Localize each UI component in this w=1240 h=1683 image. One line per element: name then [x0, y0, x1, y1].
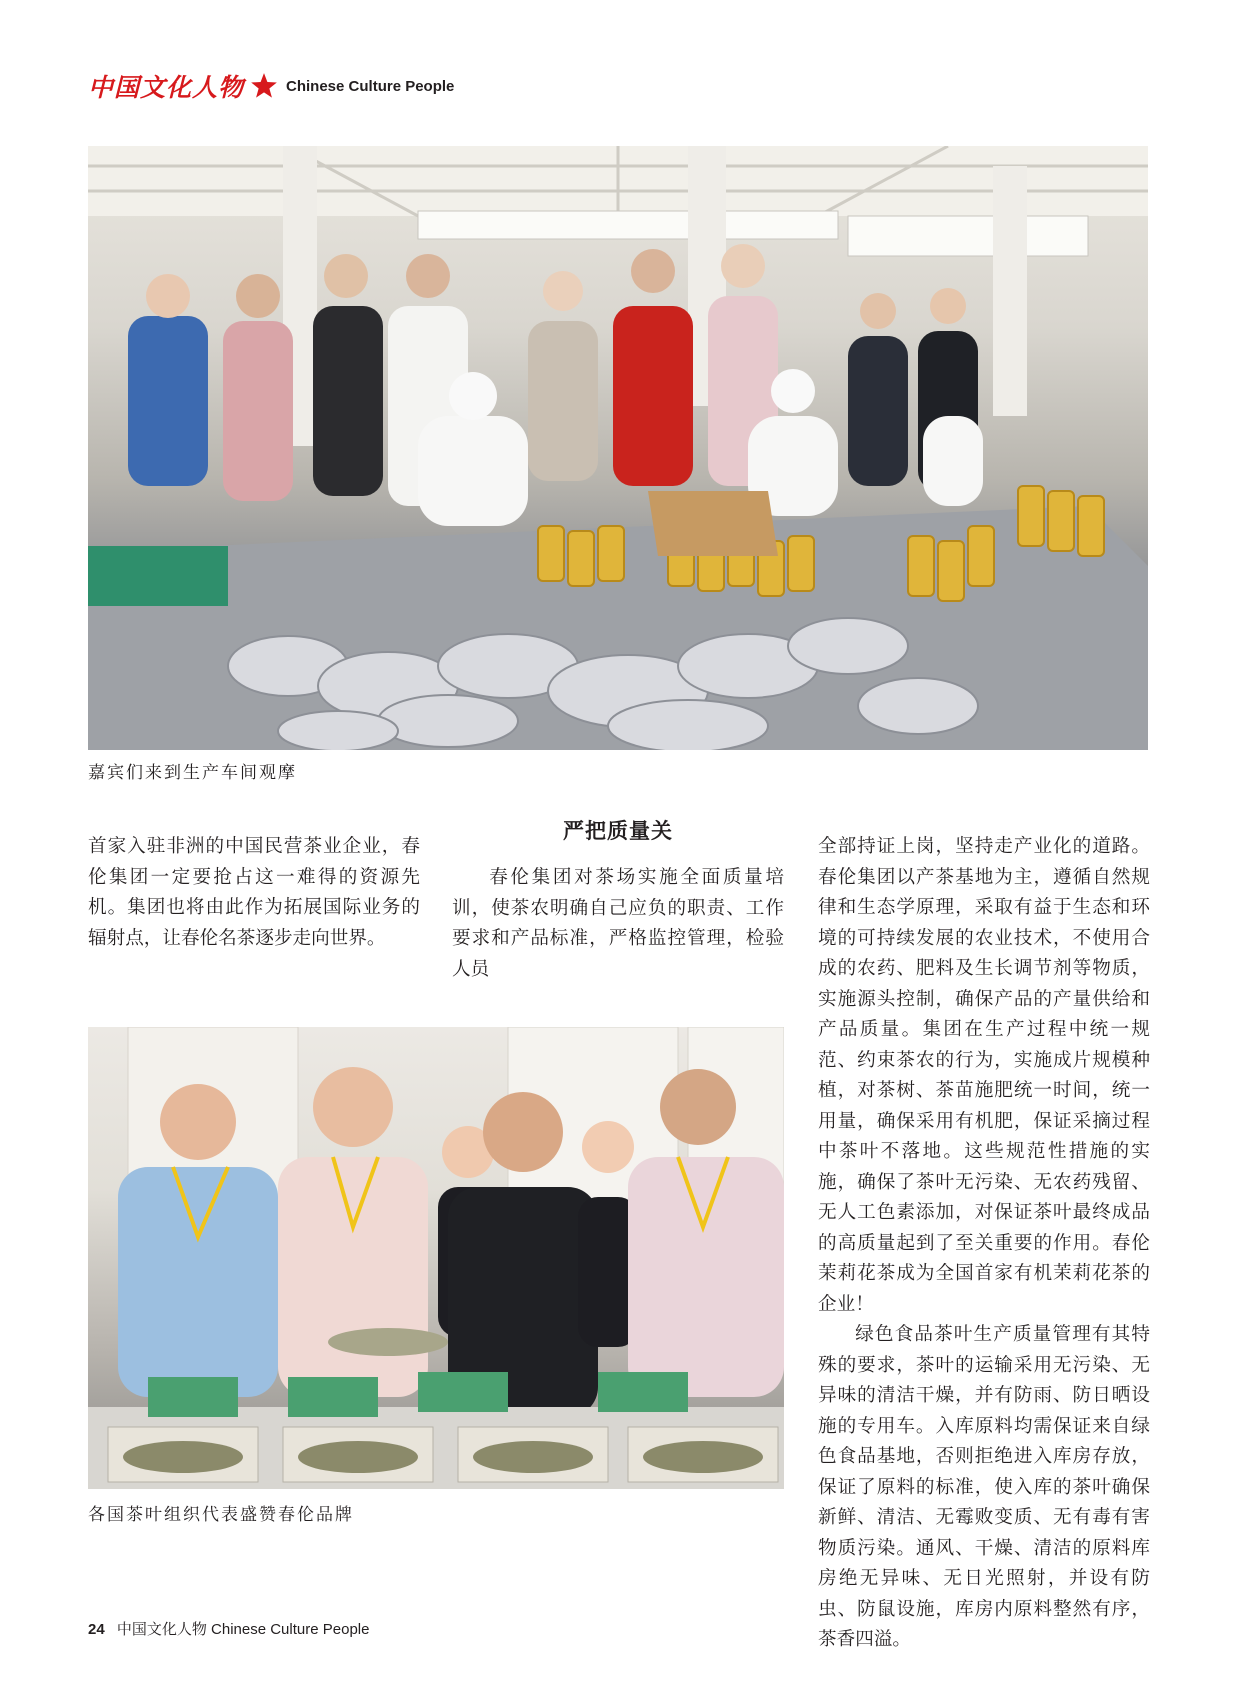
- page-number: 24: [88, 1621, 105, 1638]
- article-column-3: [818, 832, 1150, 1656]
- paragraph: 绿色食品茶叶生产质量管理有其特殊的要求，茶叶的运输采用无污染、无异味的清洁干燥，并有防雨、防日晒设施的专用车。入库原料均需保证来自绿色食品基地，否则拒绝进入库房存放，保证了原料的标准，使入库的茶叶确保新鲜、清洁、无霉败变质、无有毒有害物质污染。通风、干燥、清洁的原料库房绝无异味、无日光照射，并设有防虫、防鼠设施，库房内原料整然有序，茶香四溢。: [818, 1324, 1150, 1650]
- paragraph: 春伦集团对茶场实施全面质量培训，使茶农明确自己应负的职责、工作要求和产品标准，严格监控管理，检验人员: [452, 867, 784, 980]
- article-column-2: [452, 863, 784, 985]
- magazine-logo-cn: 中国文化人物: [88, 73, 245, 102]
- star-icon: [250, 72, 278, 100]
- factory-visit-photo: [88, 146, 1148, 750]
- footer-text: 中国文化人物 Chinese Culture People: [116, 1621, 370, 1638]
- paragraph: 全部持证上岗，坚持走产业化的道路。春伦集团以产茶基地为主，遵循自然规律和生态学原理，采取有益于生态和环境的可持续发展的农业技术，不使用合成的农药、肥料及生长调节剂等物质，实施源头控制，确保产品的产量供给和产品质量。集团在生产过程中统一规范、约束茶农的行为，实施成片规模种植，对茶树、茶苗施肥统一时间，统一用量，确保采用有机肥，保证采摘过程中茶叶不落地。这些规范性措施的实施，确保了茶叶无污染、无农药残留、无人工色素添加，对保证茶叶最终成品的高质量起到了至关重要的作用。春伦茉莉花茶成为全国首家有机茉莉花茶的企业！: [818, 836, 1150, 1315]
- page-footer: [88, 1618, 369, 1639]
- photo-caption: 嘉宾们来到生产车间观摩: [88, 763, 297, 783]
- photo-caption: 各国茶叶组织代表盛赞春伦品牌: [88, 1505, 354, 1525]
- tea-tasting-photo: [88, 1027, 784, 1489]
- paragraph: 首家入驻非洲的中国民营茶业企业，春伦集团一定要抢占这一难得的资源先机。集团也将由此作为拓展国际业务的辐射点，让春伦名茶逐步走向世界。: [88, 836, 420, 949]
- magazine-logo-en: Chinese Culture People: [286, 77, 455, 95]
- magazine-header: [88, 68, 454, 104]
- section-heading: 严把质量关: [563, 819, 673, 843]
- article-column-1: [88, 832, 420, 954]
